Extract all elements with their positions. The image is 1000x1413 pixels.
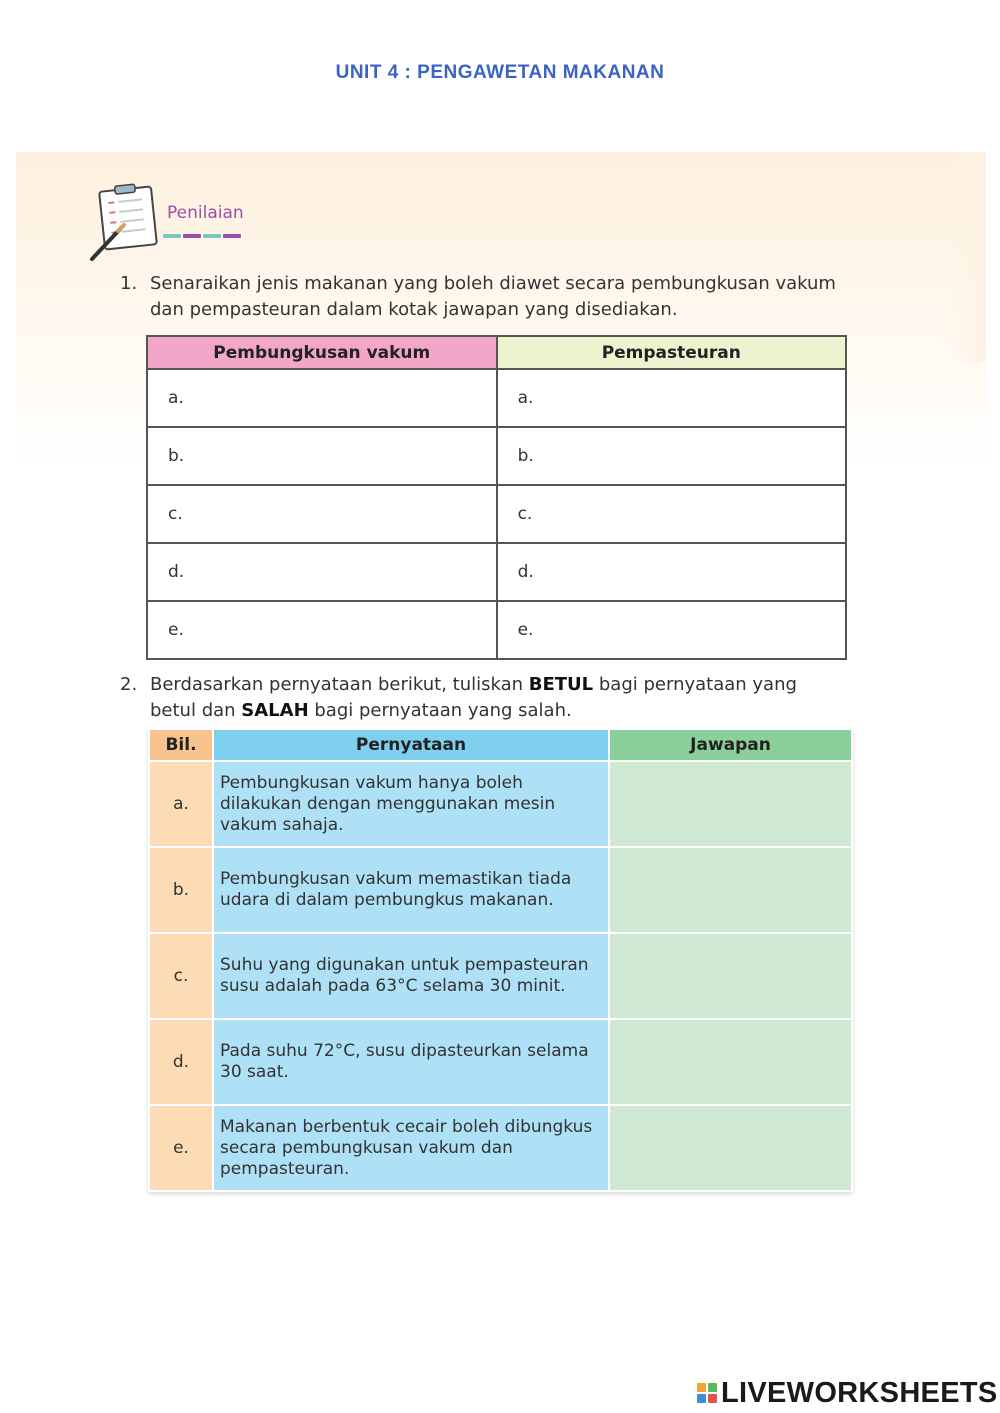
question-1-text: Senaraikan jenis makanan yang boleh diawet secara pembungkusan vakum dan pempasteuran dalam kotak jawapan yang disediakan. [150, 273, 836, 320]
answer-cell-vacuum-b[interactable]: b. [147, 427, 497, 485]
question-1-number: 1. [120, 273, 138, 294]
table-row [147, 485, 846, 543]
answer-cell-a[interactable] [610, 762, 851, 846]
statement-text: Pada suhu 72°C, susu dipasteurkan selama 30 saat. [214, 1020, 608, 1104]
row-number: a. [150, 762, 212, 846]
row-number: e. [150, 1106, 212, 1190]
true-false-table [148, 728, 853, 1192]
row-number: d. [150, 1020, 212, 1104]
answer-cell-b[interactable] [610, 848, 851, 932]
table-row [150, 762, 851, 846]
row-number: c. [150, 934, 212, 1018]
brand-name: LIVEWORKSHEETS [721, 1376, 998, 1409]
table-row [150, 1106, 851, 1190]
unit-title: UNIT 4 : PENGAWETAN MAKANAN [335, 62, 665, 83]
liveworksheets-grid-icon [697, 1383, 717, 1403]
question-2-text [150, 672, 840, 724]
vacuum-pasteurization-table [146, 335, 847, 660]
table-row [147, 369, 846, 427]
table-row [147, 543, 846, 601]
answer-cell-pasteurization-b[interactable]: b. [497, 427, 846, 485]
badge-underline [163, 223, 247, 229]
table-row [150, 1020, 851, 1104]
statement-text: Suhu yang digunakan untuk pempasteuran susu adalah pada 63°C selama 30 minit. [214, 934, 608, 1018]
table-row [147, 427, 846, 485]
statement-text: Pembungkusan vakum hanya boleh dilakukan dengan menggunakan mesin vakum sahaja. [214, 762, 608, 846]
column-header-bil: Bil. [150, 730, 212, 760]
row-number: b. [150, 848, 212, 932]
answer-cell-pasteurization-d[interactable]: d. [497, 543, 846, 601]
statement-text: Pembungkusan vakum memastikan tiada udara di dalam pembungkus makanan. [214, 848, 608, 932]
question-2-text-part1: Berdasarkan pernyataan berikut, tuliskan [150, 674, 529, 695]
question-2-text-part2: bagi pernyataan yang betul dan [150, 674, 797, 721]
answer-cell-pasteurization-e[interactable]: e. [497, 601, 846, 659]
answer-cell-vacuum-e[interactable]: e. [147, 601, 497, 659]
answer-cell-vacuum-c[interactable]: c. [147, 485, 497, 543]
table-row [147, 601, 846, 659]
answer-cell-d[interactable] [610, 1020, 851, 1104]
liveworksheets-logo[interactable] [697, 1378, 998, 1408]
column-header-jawapan: Jawapan [610, 730, 851, 760]
keyword-salah: SALAH [241, 700, 309, 721]
table-row [150, 848, 851, 932]
column-header-pasteurization: Pempasteuran [497, 336, 846, 369]
answer-cell-pasteurization-c[interactable]: c. [497, 485, 846, 543]
question-2-text-part3: bagi pernyataan yang salah. [308, 700, 572, 721]
table-row [150, 934, 851, 1018]
statement-text: Makanan berbentuk cecair boleh dibungkus secara pembungkusan vakum dan pempasteuran. [214, 1106, 608, 1190]
clipboard-pencil-icon [88, 183, 168, 263]
answer-cell-pasteurization-a[interactable]: a. [497, 369, 846, 427]
column-header-vacuum: Pembungkusan vakum [147, 336, 497, 369]
answer-cell-vacuum-d[interactable]: d. [147, 543, 497, 601]
answer-cell-e[interactable] [610, 1106, 851, 1190]
keyword-betul: BETUL [528, 674, 594, 695]
answer-cell-vacuum-a[interactable]: a. [147, 369, 497, 427]
panel-edge [946, 152, 986, 362]
answer-cell-c[interactable] [610, 934, 851, 1018]
badge-label: Penilaian [167, 203, 244, 223]
question-2-number: 2. [120, 674, 138, 695]
column-header-pernyataan: Pernyataan [214, 730, 608, 760]
